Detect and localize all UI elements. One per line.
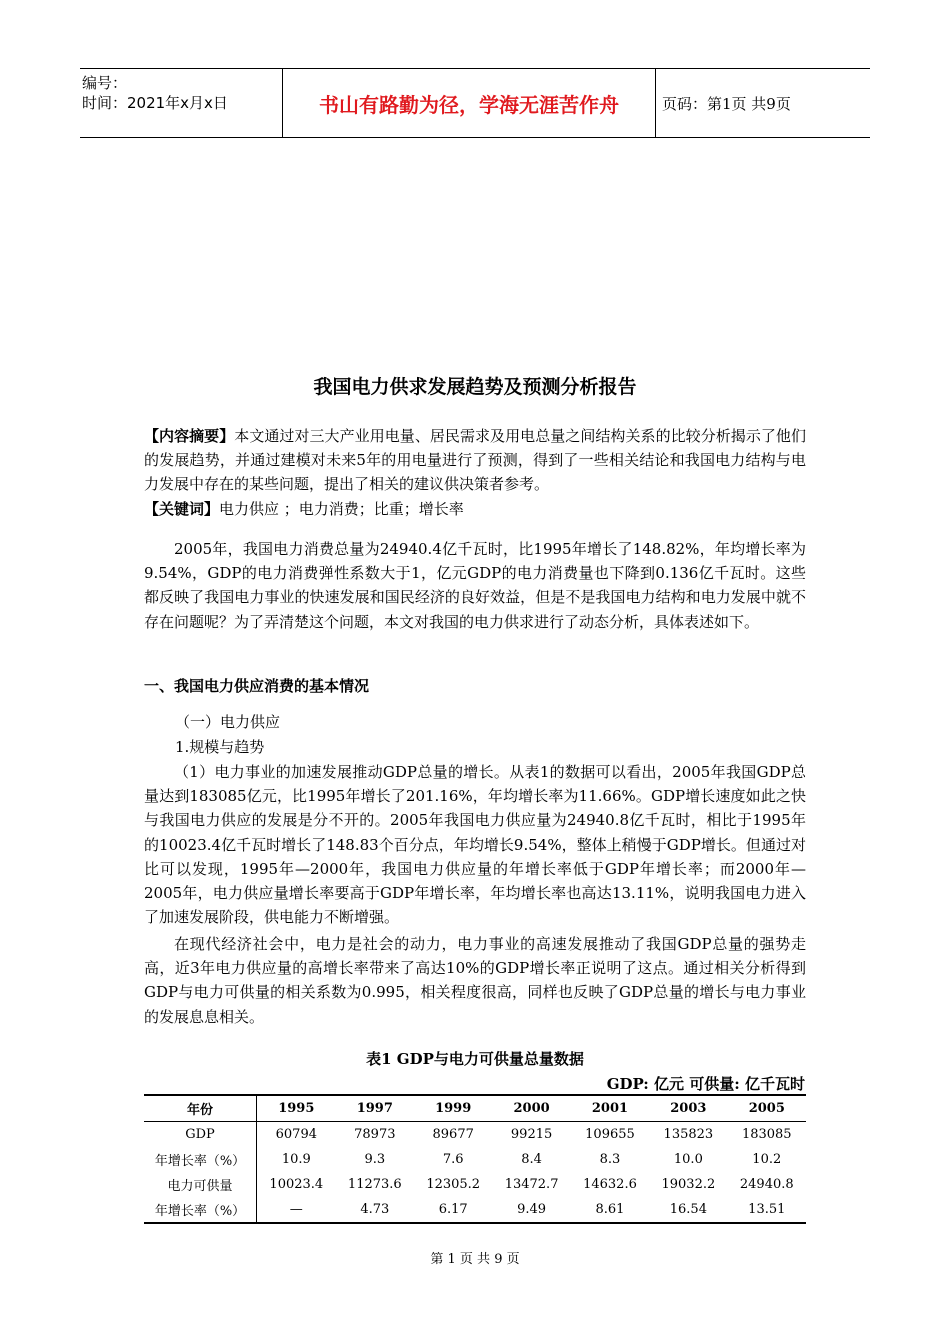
abstract-block <box>144 424 806 521</box>
table-row <box>144 1172 806 1197</box>
header-cell: 1999 <box>414 1095 492 1122</box>
doc-number-label: 编号： <box>82 74 128 92</box>
table-header-row <box>144 1095 806 1122</box>
table-cell: 10023.4 <box>269 1177 324 1192</box>
table-cell: 99215 <box>510 1127 553 1142</box>
table-cell: 13472.7 <box>504 1177 559 1192</box>
document-title: 我国电力供求发展趋势及预测分析报告 <box>313 376 637 398</box>
table-cell: 11273.6 <box>347 1177 402 1192</box>
table-cell: 6.17 <box>414 1197 492 1223</box>
keywords-text: 电力供应 ；电力消费；比重；增长率 <box>219 499 464 518</box>
header-cell: 2005 <box>728 1095 806 1122</box>
keywords-label: 【关键词】 <box>144 499 220 518</box>
header-cell: 1997 <box>336 1095 414 1122</box>
header-cell: 2001 <box>571 1095 649 1122</box>
table-cell: 14632.6 <box>583 1177 637 1192</box>
table-cell: 10.0 <box>673 1152 703 1167</box>
table-cell: 电力可供量 <box>144 1172 257 1197</box>
subsection-subheading: 1.规模与趋势 <box>175 738 265 756</box>
abstract-label: 【内容摘要】 <box>144 427 235 445</box>
table-cell: 9.3 <box>364 1152 386 1167</box>
table-cell: 19032.2 <box>661 1177 716 1192</box>
table-cell: 24940.8 <box>739 1177 794 1192</box>
table-cell: 8.3 <box>599 1152 621 1167</box>
page-header <box>80 68 870 138</box>
table-row <box>144 1147 806 1172</box>
intro-paragraph: 2005年，我国电力消费总量为24940.4亿千瓦时，比1995年增长了148.82%，年均增长率为9.54%，GDP的电力消费弹性系数大于1，亿元GDP的电力消费量也下降到0.136亿千瓦时。这些都反映了我国电力事业的快速发展和国民经济的良好效益，但是不是我国电力结构和电力发展中就不存在问题呢？为了弄清楚这个问题，本文对我国的电力供求进行了动态分析，具体表述如下。 <box>144 540 806 631</box>
paragraph-2: 在现代经济社会中，电力是社会的动力，电力事业的高速发展推动了我国GDP总量的强势走高，近3年电力供应量的高增长率带来了高达10%的GDP增长率正说明了这点。通过相关分析得到GDP与电力可供量的相关系数为0.995，相关程度很高，同样也反映了GDP总量的增长与电力事业的发展息息相关。 <box>144 935 806 1026</box>
header-cell: 1995 <box>257 1095 336 1122</box>
header-page-label: 页码：第1页 共9页 <box>662 94 791 113</box>
header-cell: 年份 <box>144 1095 257 1122</box>
table-cell: 89677 <box>432 1127 474 1142</box>
table-cell: 183085 <box>741 1127 792 1142</box>
table-cell: 7.6 <box>442 1152 464 1167</box>
table-cell: GDP <box>144 1122 257 1148</box>
header-cell: 2000 <box>492 1095 570 1122</box>
paragraph-1: （1）电力事业的加速发展推动GDP总量的增长。从表1的数据可以看出，2005年我国GDP总量达到183085亿元，比1995年增长了201.16%，年均增长率为11.66%。GDP增长速度如此之快与我国电力供应的发展是分不开的。2005年我国电力供应量为24940.8亿千瓦时，相比于1995年的10023.4亿千瓦时增长了148.83个百分点，年均增长9.54%，整体上稍慢于GDP增长。但通过对比可以发现，1995年—2000年，我国电力供应量的年增长率低于GDP年增长率；而2000年—2005年，电力供应量增长率要高于GDP年增长率，年均增长率也高达13.11%，说明我国电力进入了加速发展阶段，供电能力不断增强。 <box>144 763 806 927</box>
table-cell: 8.61 <box>571 1197 649 1223</box>
table-cell: 9.49 <box>492 1197 570 1223</box>
page-footer: 第 1 页 共 9 页 <box>430 1252 520 1267</box>
table-row <box>144 1197 806 1223</box>
table-cell: 年增长率（%） <box>144 1197 257 1223</box>
table-cell: 4.73 <box>336 1197 414 1223</box>
table-row <box>144 1122 806 1148</box>
doc-date-label: 时间：2021年x月x日 <box>82 94 228 112</box>
subsection-heading: （一）电力供应 <box>175 713 281 731</box>
header-meta <box>80 69 282 137</box>
table-cell: 8.4 <box>521 1152 542 1167</box>
table-caption: 表1 GDP与电力可供量总量数据 <box>366 1050 584 1068</box>
table-units: GDP: 亿元 可供量: 亿千瓦时 <box>606 1075 805 1093</box>
table-cell: — <box>257 1197 336 1223</box>
section-heading: 一、我国电力供应消费的基本情况 <box>144 677 370 695</box>
table-cell: 78973 <box>354 1127 396 1142</box>
header-cell: 2003 <box>649 1095 727 1122</box>
table-cell: 12305.2 <box>426 1177 481 1192</box>
table-cell: 10.2 <box>752 1152 782 1167</box>
table-cell: 16.54 <box>649 1197 727 1223</box>
table-cell: 109655 <box>585 1127 635 1142</box>
table-cell: 60794 <box>275 1127 317 1142</box>
table-cell: 135823 <box>663 1127 714 1142</box>
abstract-text: 本文通过对三大产业用电量、居民需求及用电总量之间结构关系的比较分析揭示了他们的发展趋势，并通过建模对未来5年的用电量进行了预测，得到了一些相关结论和我国电力结构与电力发展中存在的某些问题，提出了相关的建议供决策者参考。 <box>144 427 806 494</box>
table-cell: 年增长率（%） <box>144 1147 257 1172</box>
data-table <box>144 1094 806 1224</box>
table-cell: 13.51 <box>728 1197 806 1223</box>
table-cell: 10.9 <box>281 1152 311 1167</box>
header-motto: 书山有路勤为径，学海无涯苦作舟 <box>282 69 656 137</box>
